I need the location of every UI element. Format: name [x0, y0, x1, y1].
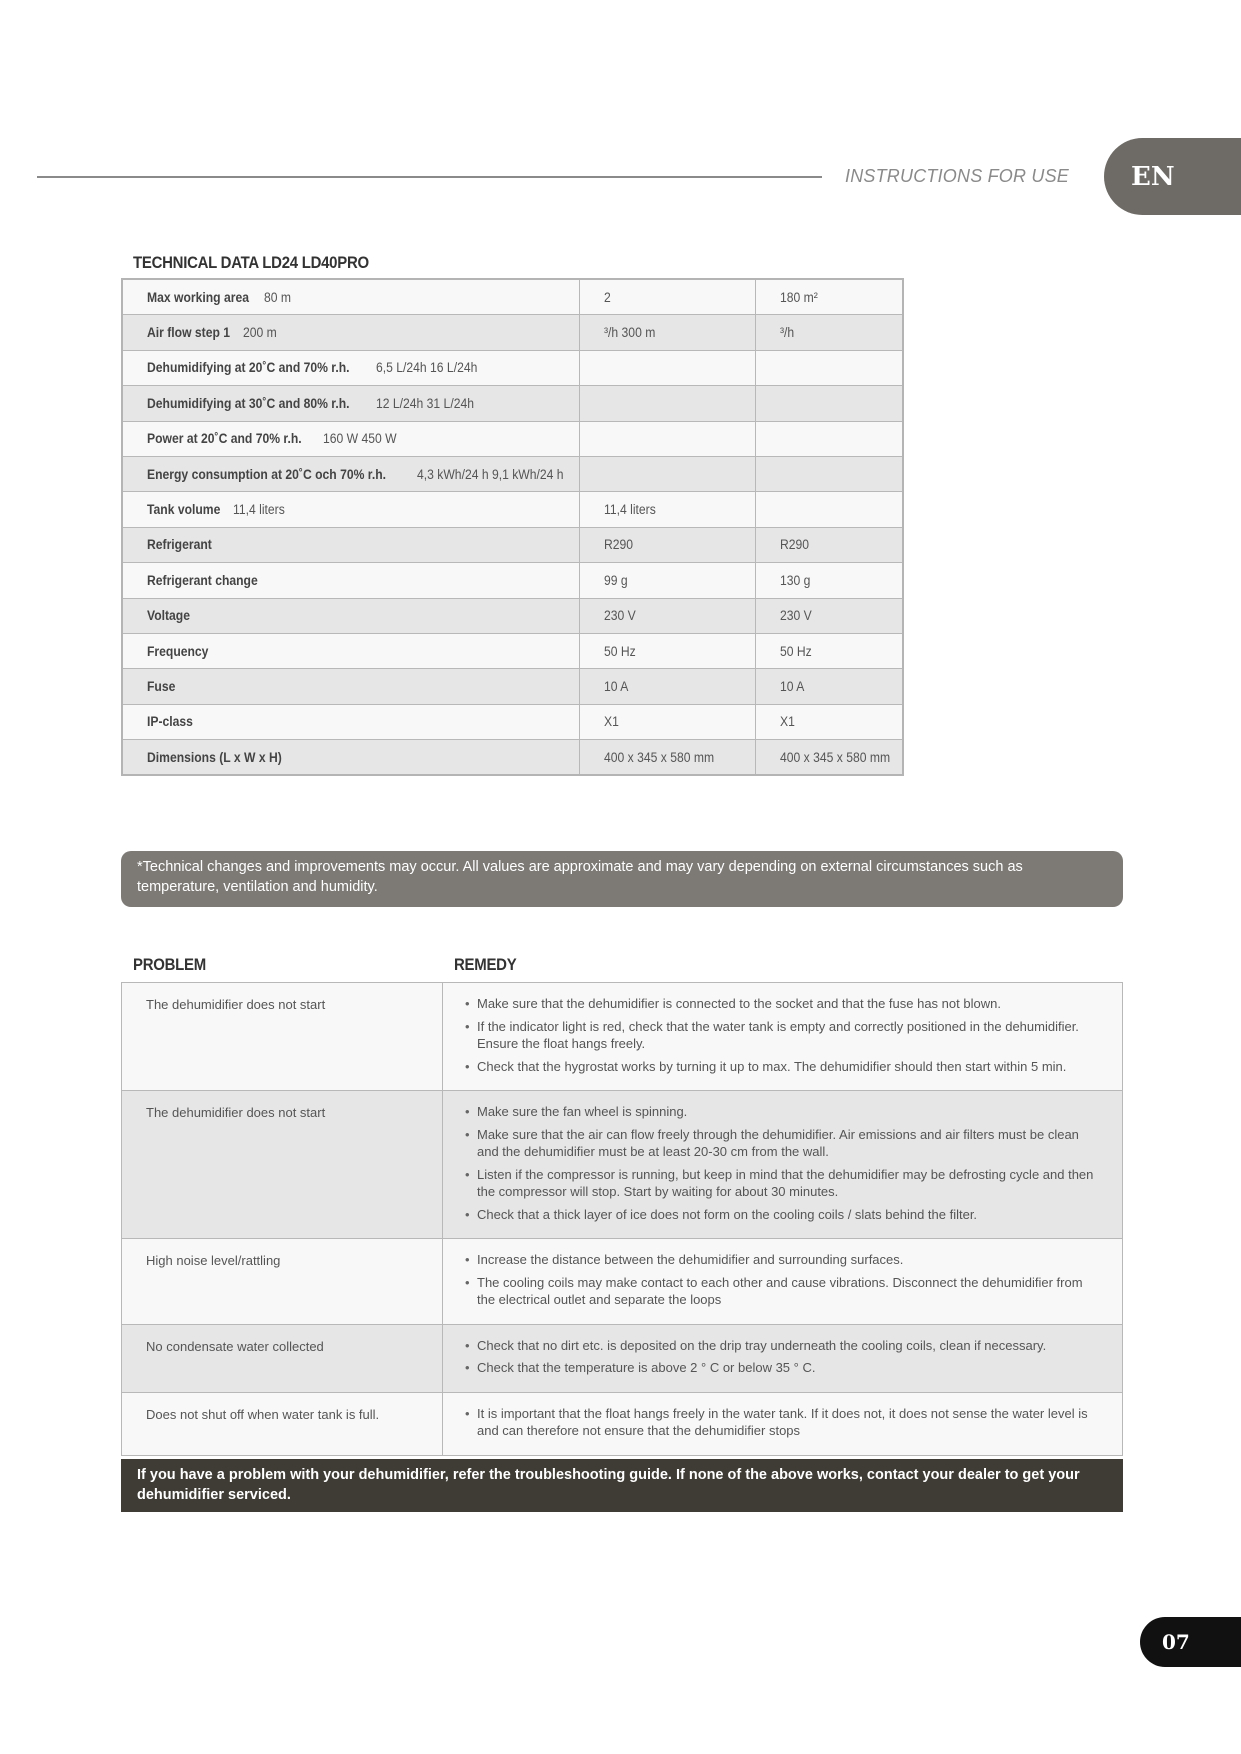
remedy-item: • Check that a thick layer of ice does not form on the cooling coils / slats behind the filter. — [465, 1206, 1102, 1224]
tech-value-text: 50 Hz — [604, 643, 637, 659]
tech-value-ld40pro — [755, 421, 903, 456]
tech-row — [122, 279, 903, 315]
tech-value-ld40pro — [755, 633, 903, 668]
tech-value-ld24 — [580, 527, 755, 562]
service-note: If you have a problem with your dehumidifier, refer the troubleshooting guide. If none of the above works, contact your dealer to get your dehumidifier serviced. — [121, 1459, 1123, 1512]
tech-value-ld40pro — [755, 527, 903, 562]
tech-value-text: ³/h 300 m — [604, 325, 656, 341]
problem-cell — [122, 1091, 443, 1239]
tech-label-cell — [122, 633, 580, 668]
tech-label-cell — [122, 350, 580, 385]
tech-value-text: 2 — [604, 289, 612, 305]
tech-row — [122, 527, 903, 562]
tech-value-ld24 — [580, 669, 755, 704]
tech-row — [122, 386, 903, 421]
tech-value-ld24 — [580, 350, 755, 385]
tech-value-text: 11,4 liters — [604, 502, 657, 518]
tech-label: Refrigerant change — [147, 572, 258, 588]
remedy-list — [465, 1337, 1102, 1377]
tech-value-ld40pro — [755, 492, 903, 527]
tech-value-ld24 — [580, 740, 755, 776]
tech-row — [122, 633, 903, 668]
tech-row — [122, 598, 903, 633]
problem-cell — [122, 983, 443, 1091]
remedy-item: • Make sure the fan wheel is spinning. — [465, 1103, 1102, 1121]
tech-label-cell — [122, 279, 580, 315]
problem-cell — [122, 1392, 443, 1455]
tech-value-ld24 — [580, 633, 755, 668]
tech-value-ld40pro — [755, 456, 903, 491]
remedy-cell — [443, 1324, 1123, 1392]
technical-data-table — [121, 278, 904, 776]
tech-value-ld24 — [580, 421, 755, 456]
tech-value-text: 99 g — [604, 572, 629, 588]
tech-row — [122, 563, 903, 598]
remedy-item: • The cooling coils may make contact to each other and cause vibrations. Disconnect the dehumidifier from the electrical outlet and separate the loops — [465, 1274, 1102, 1309]
troubleshooting-table — [121, 982, 1123, 1456]
tech-label-cell — [122, 421, 580, 456]
tech-value-text: 400 x 345 x 580 mm — [779, 749, 890, 765]
language-tab: EN — [1104, 138, 1241, 215]
tech-label: Power at 20˚C and 70% r.h. — [147, 431, 302, 447]
tech-label: IP-class — [147, 714, 193, 730]
remedy-cell — [443, 1239, 1123, 1325]
remedy-item: • Make sure that the dehumidifier is connected to the socket and that the fuse has not blown. — [465, 995, 1102, 1013]
problem-text: The dehumidifier does not start — [146, 997, 326, 1012]
trouble-row — [122, 983, 1123, 1091]
tech-value-ld40pro — [755, 669, 903, 704]
remedy-cell — [443, 1091, 1123, 1239]
tech-value: 6,5 L/24h 16 L/24h — [376, 360, 478, 376]
tech-label-cell — [122, 456, 580, 491]
problem-text: High noise level/rattling — [146, 1253, 281, 1268]
tech-value-text: 130 g — [779, 572, 811, 588]
tech-value-text: 230 V — [604, 608, 637, 624]
tech-value-text: 50 Hz — [779, 643, 812, 659]
tech-value: 80 m — [264, 289, 292, 305]
tech-value-ld40pro — [755, 350, 903, 385]
tech-value-text: X1 — [604, 714, 620, 730]
tech-label-cell — [122, 598, 580, 633]
problem-text: No condensate water collected — [146, 1338, 324, 1354]
page-number: 07 — [1140, 1617, 1241, 1667]
tech-value: 200 m — [243, 325, 278, 341]
remedy-list — [465, 1103, 1102, 1223]
tech-value-ld40pro — [755, 704, 903, 739]
technical-data-title: TECHNICAL DATA LD24 LD40PRO — [133, 253, 369, 272]
trouble-row — [122, 1239, 1123, 1325]
remedy-cell — [443, 1392, 1123, 1455]
remedy-item: • Make sure that the air can flow freely through the dehumidifier. Air emissions and air filters must be clean and the dehumidifier must be at least 20-30 cm from the wall. — [465, 1126, 1102, 1161]
tech-label-cell — [122, 669, 580, 704]
tech-label: Dehumidifying at 20˚C and 70% r.h. — [147, 360, 350, 376]
tech-row — [122, 350, 903, 385]
tech-label: Max working area — [147, 289, 249, 305]
trouble-row — [122, 1324, 1123, 1392]
tech-row — [122, 492, 903, 527]
remedy-item: • Check that the hygrostat works by turning it up to max. The dehumidifier should then start within 5 min. — [465, 1058, 1102, 1076]
tech-value: 12 L/24h 31 L/24h — [376, 395, 475, 411]
remedy-item: • Increase the distance between the dehumidifier and surrounding surfaces. — [465, 1251, 1102, 1269]
tech-value-ld24 — [580, 563, 755, 598]
remedy-cell — [443, 983, 1123, 1091]
tech-label: Fuse — [147, 678, 176, 694]
tech-value-ld24 — [580, 386, 755, 421]
tech-value-text: ³/h — [779, 325, 794, 341]
remedy-item: • Check that the temperature is above 2 ° C or below 35 ° C. — [465, 1359, 1102, 1377]
remedy-item: • Listen if the compressor is running, but keep in mind that the dehumidifier may be defrosting cycle and then the compressor will stop. Start by waiting for about 30 minutes. — [465, 1166, 1102, 1201]
tech-label-cell — [122, 315, 580, 350]
tech-value-ld40pro — [755, 598, 903, 633]
technical-note: *Technical changes and improvements may occur. All values are approximate and may vary depending on external circumstances such as temperature, ventilation and humidity. — [121, 851, 1123, 907]
header-title: INSTRUCTIONS FOR USE — [845, 166, 1070, 186]
problem-text: Does not shut off when water tank is full. — [146, 1406, 380, 1422]
tech-value-ld24 — [580, 598, 755, 633]
tech-row — [122, 456, 903, 491]
tech-label: Voltage — [147, 608, 190, 624]
tech-value-text: R290 — [779, 537, 809, 553]
tech-value-text: R290 — [604, 537, 634, 553]
tech-label: Dehumidifying at 30˚C and 80% r.h. — [147, 395, 350, 411]
tech-value-text: 400 x 345 x 580 mm — [604, 749, 715, 765]
tech-label-cell — [122, 492, 580, 527]
tech-row — [122, 421, 903, 456]
tech-row — [122, 669, 903, 704]
tech-value: 11,4 liters — [232, 502, 285, 518]
tech-row — [122, 315, 903, 350]
problem-header: PROBLEM — [133, 955, 206, 974]
problem-cell — [122, 1324, 443, 1392]
tech-label: Dimensions (L x W x H) — [147, 749, 282, 765]
tech-label-cell — [122, 704, 580, 739]
tech-value-text: X1 — [779, 714, 795, 730]
tech-value-text: 10 A — [779, 678, 804, 694]
problem-cell — [122, 1239, 443, 1325]
tech-label-cell — [122, 563, 580, 598]
trouble-row — [122, 1091, 1123, 1239]
tech-row — [122, 704, 903, 739]
tech-label-cell — [122, 740, 580, 776]
tech-value-ld24 — [580, 492, 755, 527]
tech-value-ld24 — [580, 704, 755, 739]
tech-value-ld40pro — [755, 386, 903, 421]
remedy-list — [465, 995, 1102, 1075]
tech-label: Refrigerant — [147, 537, 212, 553]
remedy-list — [465, 1405, 1102, 1440]
remedy-item: • It is important that the float hangs freely in the water tank. If it does not, it does not sense the water level is and can therefore not ensure that the dehumidifier stops — [465, 1405, 1102, 1440]
tech-value: 160 W 450 W — [322, 431, 397, 447]
tech-label: Air flow step 1 — [147, 325, 231, 341]
tech-label-cell — [122, 527, 580, 562]
tech-value-ld24 — [580, 279, 755, 315]
tech-label: Tank volume — [147, 502, 221, 518]
tech-value-ld40pro — [755, 315, 903, 350]
tech-value-ld24 — [580, 456, 755, 491]
remedy-list — [465, 1251, 1102, 1309]
trouble-row — [122, 1392, 1123, 1455]
tech-value: 4,3 kWh/24 h 9,1 kWh/24 h — [416, 466, 564, 482]
tech-label: Frequency — [147, 643, 209, 659]
remedy-item: • Check that no dirt etc. is deposited on the drip tray underneath the cooling coils, clean if necessary. — [465, 1337, 1102, 1355]
tech-label-cell — [122, 386, 580, 421]
tech-value-text: 10 A — [604, 678, 629, 694]
tech-value-ld24 — [580, 315, 755, 350]
tech-label: Energy consumption at 20˚C och 70% r.h. — [147, 466, 387, 482]
tech-value-ld40pro — [755, 740, 903, 776]
tech-row — [122, 740, 903, 776]
tech-value-text: 180 m² — [779, 289, 818, 305]
remedy-item: • If the indicator light is red, check that the water tank is empty and correctly positioned in the dehumidifier. Ensure the float hangs freely. — [465, 1018, 1102, 1053]
tech-value-ld40pro — [755, 563, 903, 598]
problem-text: The dehumidifier does not start — [146, 1105, 326, 1120]
tech-value-text: 230 V — [779, 608, 812, 624]
tech-value-ld40pro — [755, 279, 903, 315]
header-divider — [37, 176, 822, 178]
remedy-header: REMEDY — [454, 955, 517, 974]
